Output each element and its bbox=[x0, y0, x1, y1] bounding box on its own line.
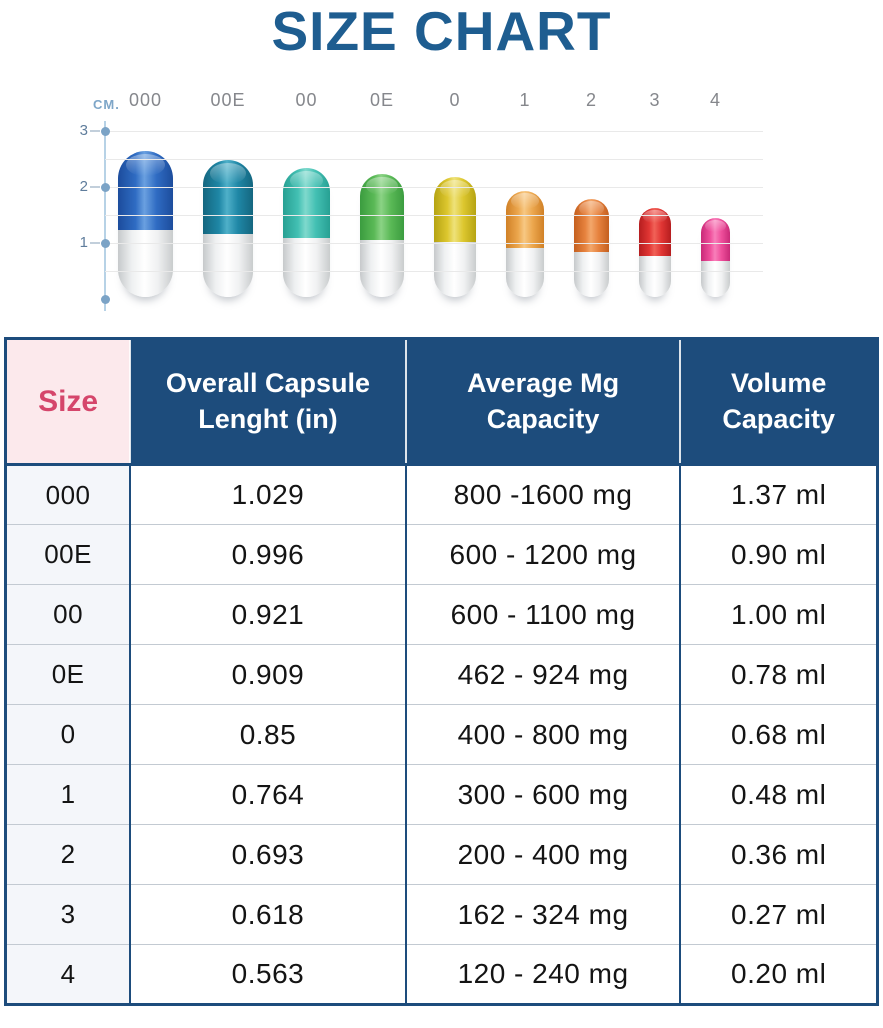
capsule-cap bbox=[203, 160, 253, 234]
size-cell: 0E bbox=[6, 645, 131, 705]
value-cell: 0.563 bbox=[130, 945, 406, 1005]
axis-tick-label: 3 bbox=[79, 122, 88, 139]
capsule-body bbox=[574, 252, 609, 297]
capsule-body bbox=[506, 248, 544, 297]
capsule-column bbox=[701, 91, 730, 297]
capsule-cap bbox=[360, 174, 404, 240]
value-cell: 0.36 ml bbox=[680, 825, 877, 885]
capsule-size-label: 0 bbox=[449, 90, 461, 110]
table-row bbox=[6, 465, 878, 525]
capsule-size-label: 00 bbox=[295, 90, 318, 110]
capsule-column bbox=[118, 91, 173, 297]
capsule-size-label: 1 bbox=[519, 90, 531, 110]
table-row bbox=[6, 585, 878, 645]
capsule-column bbox=[639, 91, 671, 297]
value-cell: 0.693 bbox=[130, 825, 406, 885]
y-axis-line bbox=[104, 121, 106, 311]
size-cell: 00E bbox=[6, 525, 131, 585]
capsule-body bbox=[434, 242, 476, 297]
capsule-column bbox=[574, 91, 609, 297]
gridline bbox=[105, 131, 763, 132]
capsule-cap bbox=[701, 218, 730, 261]
size-cell: 2 bbox=[6, 825, 131, 885]
capsule-row bbox=[118, 91, 730, 297]
capsule-00e bbox=[203, 160, 253, 297]
capsule-column bbox=[203, 91, 253, 297]
table-row bbox=[6, 525, 878, 585]
capsule-body bbox=[118, 230, 173, 297]
header-size: Size bbox=[6, 339, 131, 465]
axis-dot bbox=[101, 295, 110, 304]
capsule-size-label: 2 bbox=[585, 90, 597, 110]
capsule-column bbox=[434, 91, 476, 297]
axis-unit-label: CM. bbox=[93, 97, 120, 112]
capsule-cap bbox=[506, 191, 544, 248]
value-cell: 120 - 240 mg bbox=[406, 945, 681, 1005]
capsule-body bbox=[639, 256, 671, 297]
gridline bbox=[105, 243, 763, 244]
value-cell: 0.996 bbox=[130, 525, 406, 585]
axis-dot bbox=[101, 239, 110, 248]
axis-tick-label: 1 bbox=[79, 234, 88, 251]
page-title: SIZE CHART bbox=[271, 0, 612, 62]
gridline bbox=[105, 215, 763, 216]
table-row bbox=[6, 705, 878, 765]
capsule-column bbox=[360, 91, 404, 297]
size-cell: 0 bbox=[6, 705, 131, 765]
size-cell: 4 bbox=[6, 945, 131, 1005]
gridline bbox=[105, 187, 763, 188]
header-mg-capacity: Average Mg Capacity bbox=[406, 339, 681, 465]
capsule-3 bbox=[639, 208, 671, 297]
capsule-1 bbox=[506, 191, 544, 297]
value-cell: 0.909 bbox=[130, 645, 406, 705]
value-cell: 0.68 ml bbox=[680, 705, 877, 765]
value-cell: 800 -1600 mg bbox=[406, 465, 681, 525]
capsule-body bbox=[701, 261, 730, 297]
value-cell: 0.764 bbox=[130, 765, 406, 825]
capsule-size-label: 3 bbox=[649, 90, 661, 110]
axis-tick-dash bbox=[90, 242, 100, 244]
axis-tick-label: 2 bbox=[79, 178, 88, 195]
value-cell: 1.00 ml bbox=[680, 585, 877, 645]
capsule-column bbox=[283, 91, 330, 297]
capsule-000 bbox=[118, 151, 173, 297]
value-cell: 0.85 bbox=[130, 705, 406, 765]
value-cell: 300 - 600 mg bbox=[406, 765, 681, 825]
capsule-body bbox=[360, 240, 404, 297]
value-cell: 0.48 ml bbox=[680, 765, 877, 825]
capsule-size-table bbox=[4, 337, 879, 1006]
value-cell: 462 - 924 mg bbox=[406, 645, 681, 705]
value-cell: 400 - 800 mg bbox=[406, 705, 681, 765]
size-cell: 1 bbox=[6, 765, 131, 825]
value-cell: 0.921 bbox=[130, 585, 406, 645]
capsule-cap bbox=[118, 151, 173, 230]
capsule-cap bbox=[283, 168, 330, 238]
size-cell: 000 bbox=[6, 465, 131, 525]
axis-tick-dash bbox=[90, 130, 100, 132]
size-cell: 3 bbox=[6, 885, 131, 945]
value-cell: 0.90 ml bbox=[680, 525, 877, 585]
value-cell: 1.029 bbox=[130, 465, 406, 525]
gridline bbox=[105, 159, 763, 160]
axis-tick-dash bbox=[90, 186, 100, 188]
capsule-0 bbox=[434, 177, 476, 297]
value-cell: 200 - 400 mg bbox=[406, 825, 681, 885]
value-cell: 1.37 ml bbox=[680, 465, 877, 525]
capsule-size-diagram bbox=[0, 81, 883, 307]
value-cell: 0.78 ml bbox=[680, 645, 877, 705]
capsule-size-label: 0E bbox=[369, 90, 395, 110]
value-cell: 162 - 324 mg bbox=[406, 885, 681, 945]
table-row bbox=[6, 885, 878, 945]
capsule-size-label: 4 bbox=[709, 90, 721, 110]
capsule-0e bbox=[360, 174, 404, 297]
table-row bbox=[6, 765, 878, 825]
table-row bbox=[6, 825, 878, 885]
header-overall-length: Overall Capsule Lenght (in) bbox=[130, 339, 406, 465]
size-cell: 00 bbox=[6, 585, 131, 645]
capsule-size-label: 000 bbox=[128, 90, 163, 110]
value-cell: 600 - 1200 mg bbox=[406, 525, 681, 585]
value-cell: 0.618 bbox=[130, 885, 406, 945]
table-row bbox=[6, 945, 878, 1005]
capsule-4 bbox=[701, 218, 730, 297]
header-volume-capacity: Volume Capacity bbox=[680, 339, 877, 465]
table-header-row bbox=[6, 339, 878, 465]
value-cell: 600 - 1100 mg bbox=[406, 585, 681, 645]
table-row bbox=[6, 645, 878, 705]
capsule-2 bbox=[574, 199, 609, 297]
gridline bbox=[105, 271, 763, 272]
value-cell: 0.27 ml bbox=[680, 885, 877, 945]
value-cell: 0.20 ml bbox=[680, 945, 877, 1005]
capsule-column bbox=[506, 91, 544, 297]
axis-dot bbox=[101, 127, 110, 136]
axis-dot bbox=[101, 183, 110, 192]
capsule-body bbox=[283, 238, 330, 297]
capsule-size-label: 00E bbox=[210, 90, 246, 110]
